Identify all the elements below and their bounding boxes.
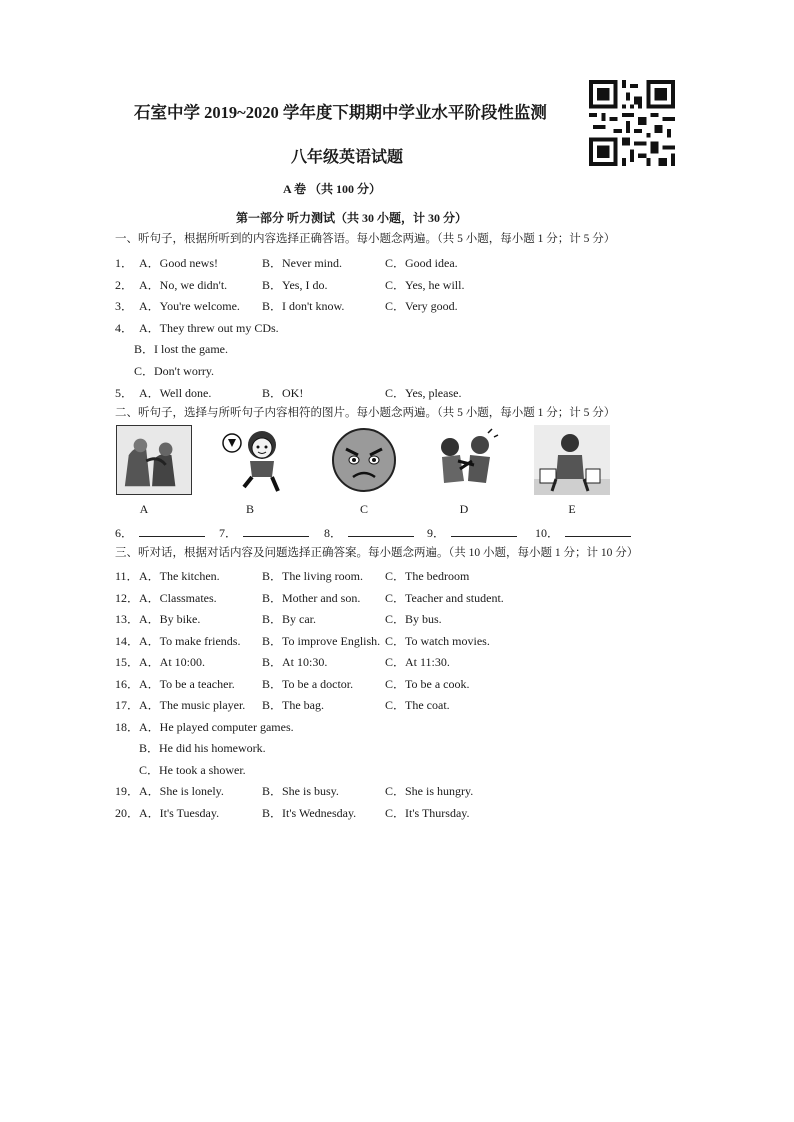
- answer-blank-6[interactable]: [115, 524, 205, 541]
- qr-code-icon: [589, 80, 675, 166]
- option-b: B．Never mind.: [262, 256, 342, 270]
- blank-number: 6．: [115, 526, 134, 540]
- option-c: C．He took a shower.: [139, 763, 246, 777]
- blank-line[interactable]: [451, 524, 517, 537]
- blank-number: 9．: [427, 526, 446, 540]
- blank-line[interactable]: [565, 524, 631, 537]
- option-b: B．To be a doctor.: [262, 677, 354, 691]
- blank-line[interactable]: [139, 524, 205, 537]
- option-b: B．She is busy.: [262, 784, 339, 798]
- blank-number: 10．: [535, 526, 560, 540]
- option-a: A．Well done.: [139, 386, 212, 400]
- section3-instruction: 三、听对话，根据对话内容及问题选择正确答案。每小题念两遍。（共 10 小题，每小题 1 分；计 10 分）: [115, 547, 639, 559]
- option-b: B．I don't know.: [262, 299, 345, 313]
- option-a: A．No, we didn't.: [139, 278, 228, 292]
- question-number: 16．: [115, 677, 140, 691]
- option-b: B．It's Wednesday.: [262, 806, 357, 820]
- picture-label-d: D: [459, 502, 469, 516]
- option-b: B．To improve English.: [262, 634, 381, 648]
- part1-heading: 第一部分 听力测试（共 30 小题，计 30 分）: [236, 211, 468, 225]
- option-b: B．The living room.: [262, 569, 363, 583]
- option-c: C．To watch movies.: [385, 634, 490, 648]
- question-number: 11．: [115, 569, 139, 583]
- answer-blank-8[interactable]: [324, 524, 414, 541]
- option-c: C．Yes, please.: [385, 386, 462, 400]
- option-a: A．You're welcome.: [139, 299, 240, 313]
- page-title: 石室中学 2019~2020 学年度下期期中学业水平阶段性监测: [134, 103, 547, 122]
- option-c: C．By bus.: [385, 612, 442, 626]
- option-c: C．To be a cook.: [385, 677, 470, 691]
- answer-blank-10[interactable]: [535, 524, 631, 541]
- question-number: 3．: [115, 299, 134, 313]
- question-number: 18．: [115, 720, 140, 734]
- option-b: B．At 10:30.: [262, 655, 328, 669]
- question-number: 5．: [115, 386, 134, 400]
- option-b: B．By car.: [262, 612, 316, 626]
- picture-label-b: B: [245, 502, 254, 516]
- option-c: C．At 11:30.: [385, 655, 450, 669]
- blank-line[interactable]: [348, 524, 414, 537]
- question-number: 15．: [115, 655, 140, 669]
- question-number: 14．: [115, 634, 140, 648]
- option-a: A．He played computer games.: [139, 720, 294, 734]
- option-c: C．She is hungry.: [385, 784, 474, 798]
- option-a: A．It's Tuesday.: [139, 806, 220, 820]
- option-c: C．Very good.: [385, 299, 458, 313]
- picture-d-fighting-kids-icon: [428, 425, 504, 495]
- blank-number: 8．: [324, 526, 343, 540]
- blank-number: 7．: [219, 526, 238, 540]
- option-a: A．Good news!: [139, 256, 218, 270]
- blank-line[interactable]: [243, 524, 309, 537]
- section1-instruction: 一、听句子，根据所听到的内容选择正确答语。每小题念两遍。（共 5 小题，每小题 1 分；计 5 分）: [115, 233, 616, 245]
- picture-label-a: A: [139, 502, 149, 516]
- answer-blank-7[interactable]: [219, 524, 309, 541]
- section2-instruction: 二、听句子，选择与所听句子内容相符的图片。每小题念两遍。（共 5 小题，每小题 1 分；计 5 分）: [115, 407, 616, 419]
- question-number: 1．: [115, 256, 134, 270]
- option-c: C．Yes, he will.: [385, 278, 465, 292]
- picture-e-playing-kid-icon: [534, 425, 610, 495]
- picture-c-angry-face-icon: [326, 425, 402, 495]
- volume-heading: A 卷 （共 100 分）: [283, 182, 382, 196]
- page-subtitle: 八年级英语试题: [291, 149, 404, 166]
- question-number: 17．: [115, 698, 140, 712]
- option-a: A．They threw out my CDs.: [139, 321, 279, 335]
- option-b: B．The bag.: [262, 698, 324, 712]
- option-c: C．Good idea.: [385, 256, 458, 270]
- option-b: B．I lost the game.: [134, 342, 228, 356]
- picture-label-e: E: [568, 502, 576, 516]
- question-number: 2．: [115, 278, 134, 292]
- question-number: 4．: [115, 321, 134, 335]
- picture-label-c: C: [359, 502, 368, 516]
- option-a: A．Classmates.: [139, 591, 217, 605]
- option-c: C．It's Thursday.: [385, 806, 470, 820]
- picture-b-soccer-boy-icon: [218, 425, 294, 495]
- option-a: A．The kitchen.: [139, 569, 220, 583]
- option-c: C．The coat.: [385, 698, 450, 712]
- answer-blank-9[interactable]: [427, 524, 517, 541]
- question-number: 12．: [115, 591, 140, 605]
- question-number: 13．: [115, 612, 140, 626]
- option-b: B．Mother and son.: [262, 591, 361, 605]
- option-a: A．At 10:00.: [139, 655, 206, 669]
- option-b: B．He did his homework.: [139, 741, 266, 755]
- option-c: C．Teacher and student.: [385, 591, 504, 605]
- option-c: C．Don't worry.: [134, 364, 215, 378]
- question-number: 20．: [115, 806, 140, 820]
- option-b: B．OK!: [262, 386, 304, 400]
- option-a: A．By bike.: [139, 612, 201, 626]
- option-a: A．To be a teacher.: [139, 677, 235, 691]
- question-number: 19．: [115, 784, 140, 798]
- picture-a-comforting-icon: [116, 425, 192, 495]
- option-c: C．The bedroom: [385, 569, 470, 583]
- option-b: B．Yes, I do.: [262, 278, 328, 292]
- option-a: A．To make friends.: [139, 634, 241, 648]
- option-a: A．She is lonely.: [139, 784, 224, 798]
- option-a: A．The music player.: [139, 698, 246, 712]
